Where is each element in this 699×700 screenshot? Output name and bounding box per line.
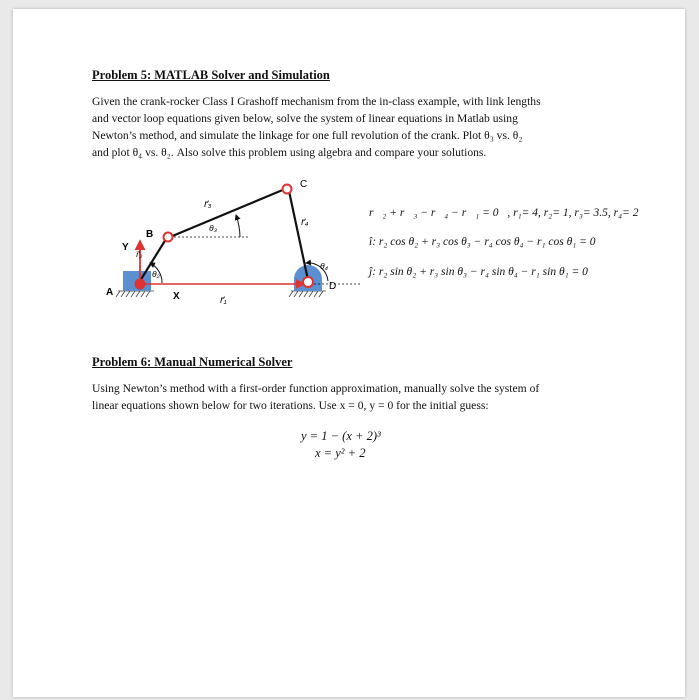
angle-label-theta4: θ₄	[320, 261, 329, 271]
problem5-title: Problem 5: MATLAB Solver and Simulation	[92, 68, 330, 82]
joint-a	[135, 279, 146, 290]
point-label-a: A	[106, 287, 114, 298]
crank-rocker-diagram	[78, 177, 398, 307]
i-component-equation: î: r₂ cos θ₂ + r₃ cos θ₃ − r₄ cos θ₄ − r₁ cos θ₁ = 0	[369, 236, 596, 248]
problem6-title: Problem 6: Manual Numerical Solver	[92, 355, 293, 369]
point-label-d: D	[329, 281, 337, 292]
problem5-line-2: and vector loop equations given below, solve the system of linear equations in Matlab using	[92, 112, 518, 125]
link-r4	[289, 191, 308, 280]
problem6-line-1: Using Newton’s method with a first-order function approximation, manually solve the system of	[92, 382, 540, 395]
point-label-c: C	[300, 179, 308, 190]
angle-label-theta3: θ₃	[209, 223, 217, 233]
j-component-equation: ĵ: r₂ sin θ₂ + r₃ sin θ₃ − r₄ sin θ₄ − r₁ sin θ₁ = 0	[369, 266, 588, 278]
axis-label-y: Y	[122, 242, 129, 253]
link-label-r3: r⃗₃	[204, 199, 212, 209]
link-label-r4: r⃗₄	[301, 217, 309, 227]
system-equation-2: x = y² + 2	[315, 446, 366, 460]
joint-d	[303, 277, 313, 287]
joint-b	[164, 233, 173, 242]
link-label-r1: r⃗₁	[220, 295, 227, 305]
document-page	[13, 9, 685, 697]
problem5-line-4: and plot θ₄ vs. θ₂. Also solve this problem using algebra and compare your solutions.	[92, 146, 487, 159]
point-label-b: B	[146, 229, 154, 240]
link-label-r2: r⃗₂	[136, 250, 143, 259]
ground-hatch-d	[289, 291, 326, 297]
axis-label-x: X	[173, 291, 180, 302]
vector-loop-equation: r⃗₂ + r⃗₃ − r⃗₄ − r⃗₁ = 0⃗, r₁= 4, r₂= 1, r₃= 3.5, r₄= 2	[369, 207, 639, 219]
ground-hatch-a	[116, 291, 154, 297]
link-r3	[170, 189, 285, 237]
problem6-line-2: linear equations shown below for two iterations. Use x = 0, y = 0 for the initial guess:	[92, 399, 489, 412]
angle-label-theta2: θ₂	[152, 269, 160, 279]
problem5-line-3: Newton’s method, and simulate the linkage for one full revolution of the crank. Plot θ₃ vs. θ₂	[92, 129, 523, 142]
angle-arc-theta3	[236, 215, 240, 237]
problem5-line-1: Given the crank-rocker Class I Grashoff mechanism from the in-class example, with link lengths	[92, 95, 541, 108]
system-equation-1: y = 1 − (x + 2)³	[301, 429, 381, 443]
joint-c	[283, 185, 292, 194]
